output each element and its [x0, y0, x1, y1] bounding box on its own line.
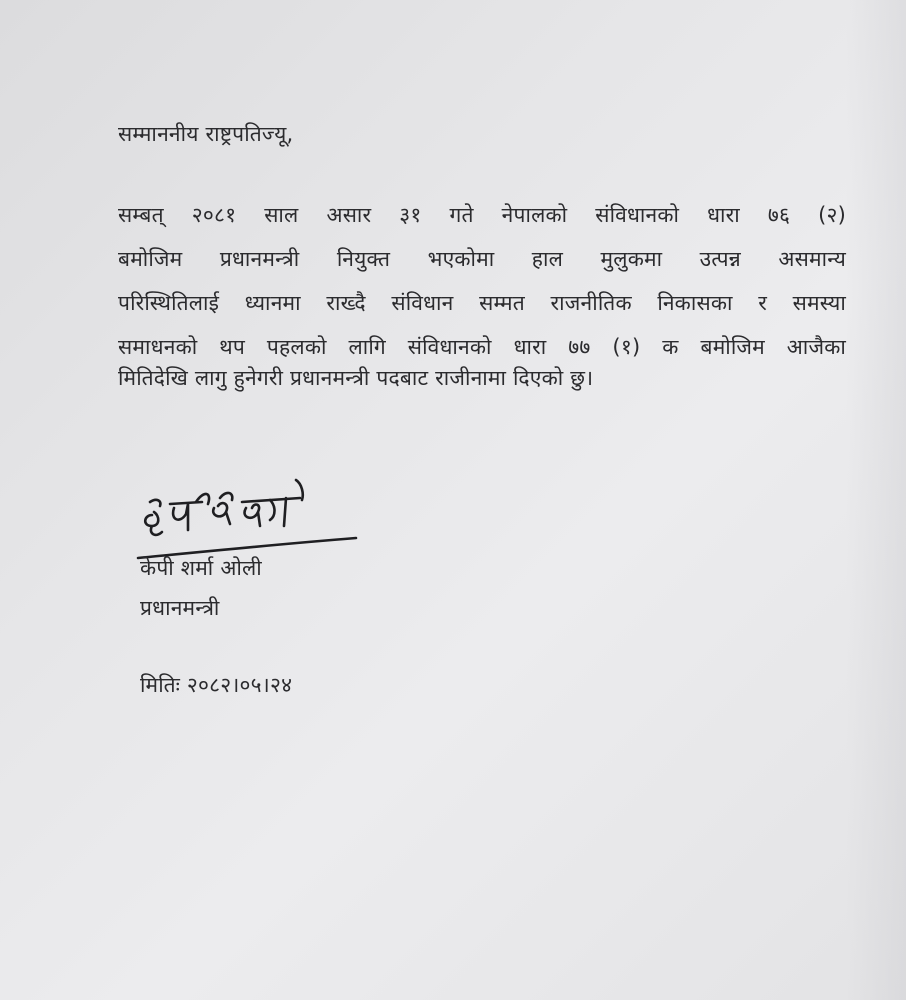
- signer-title: प्रधानमन्त्री: [140, 596, 220, 620]
- body-line-4: समाधनको थप पहलको लागि संविधानको धारा ७७ (१) क बमोजिम आजैका: [118, 335, 846, 359]
- signer-name: केपी शर्मा ओली: [140, 556, 262, 580]
- body-line-3: परिस्थितिलाई ध्यानमा राख्दै संविधान सम्मत राजनीतिक निकासका र समस्या: [118, 291, 846, 315]
- salutation: सम्माननीय राष्ट्रपतिज्यू,: [118, 122, 294, 146]
- body-line-1: सम्बत् २०८१ साल असार ३१ गते नेपालको संविधानको धारा ७६ (२): [118, 203, 846, 227]
- handwritten-signature: [130, 460, 370, 560]
- letter-date: मितिः २०८२।०५।२४: [140, 673, 293, 697]
- paper-shadow: [846, 0, 906, 1000]
- body-line-2: बमोजिम प्रधानमन्त्री नियुक्त भएकोमा हाल मुलुकमा उत्पन्न असमान्य: [118, 247, 846, 271]
- body-line-5: मितिदेखि लागु हुनेगरी प्रधानमन्त्री पदबाट राजीनामा दिएको छु।: [118, 366, 594, 390]
